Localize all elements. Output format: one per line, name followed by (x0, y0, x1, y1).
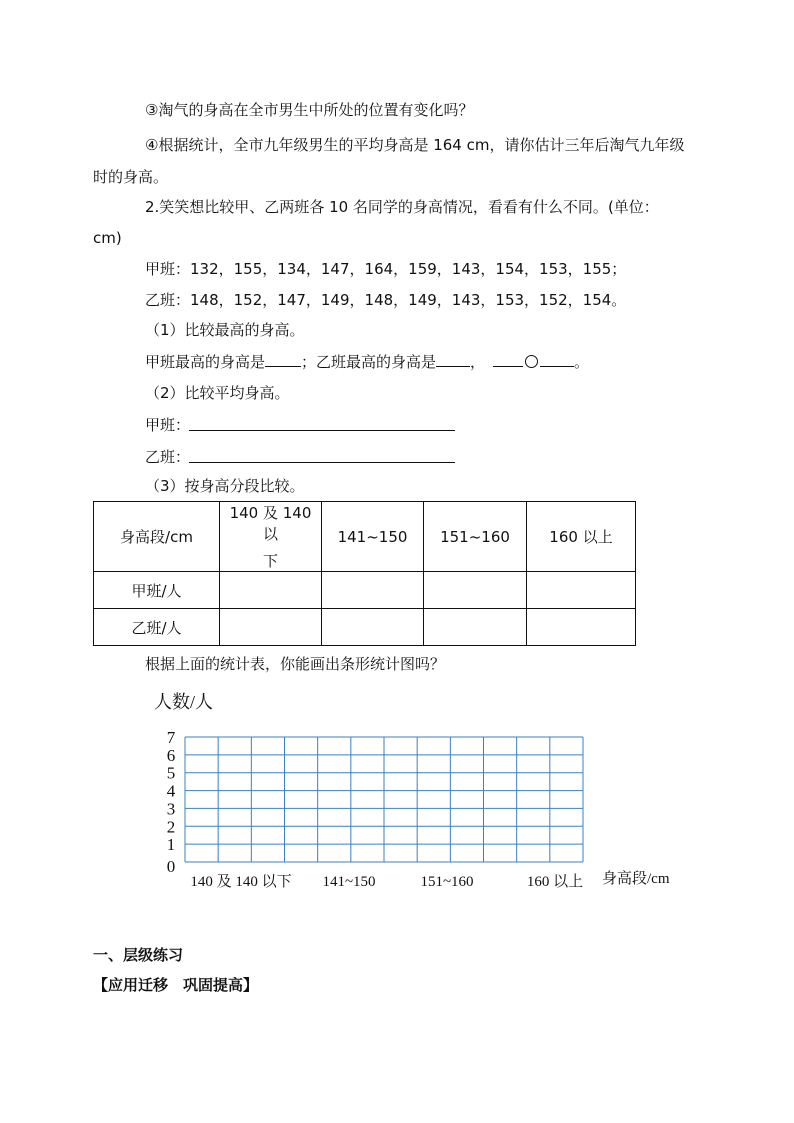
table-cell[interactable] (527, 609, 636, 646)
sub1-sep: ， (470, 353, 486, 371)
section-subtitle: 【应用迁移 巩固提高】 (93, 976, 259, 994)
table-row (94, 572, 636, 609)
height-segment-table (93, 501, 636, 646)
table-cell[interactable] (527, 572, 636, 609)
y-tick-label: 4 (166, 781, 176, 801)
sub-question-1-fill (145, 352, 589, 372)
sub1-prefix: 甲班最高的身高是 (145, 353, 266, 371)
table-col-141-150: 141~150 (322, 502, 424, 572)
sub-question-1-title: （1）比较最高的身高。 (145, 321, 305, 339)
question-3: ③淘气的身高在全市男生中所处的位置有变化吗？ (145, 101, 474, 119)
section-title: 一、层级练习 (93, 946, 184, 964)
problem-2-line-1: 2.笑笑想比较甲、乙两班各 10 名同学的身高情况，看看有什么不同。(单位： (145, 198, 659, 216)
y-tick-label: 1 (166, 835, 176, 855)
table-col-160-above: 160 以上 (527, 502, 636, 572)
table-cell[interactable] (220, 609, 322, 646)
table-cell[interactable] (322, 609, 424, 646)
comparison-circle[interactable] (525, 355, 538, 368)
compare-right-blank[interactable] (540, 352, 574, 367)
x-tick-label: 140 及 140 以下 (190, 874, 292, 890)
class-b-heights: 乙班：148，152，147，149，148，149，143，153，152，154。 (145, 291, 627, 309)
row-class-a-label: 甲班/人 (94, 572, 220, 609)
table-col-151-160: 151~160 (424, 502, 527, 572)
sub1-end: 。 (574, 353, 590, 371)
class-b-max-blank[interactable] (436, 352, 470, 367)
class-a-average-label: 甲班： (145, 416, 191, 434)
table-row (94, 609, 636, 646)
compare-left-blank[interactable] (493, 352, 523, 367)
table-cell[interactable] (424, 572, 527, 609)
sub-question-3-title: （3）按身高分段比较。 (145, 477, 305, 495)
x-axis-label: 身高段/cm (602, 871, 670, 887)
table-cell[interactable] (322, 572, 424, 609)
y-tick-label: 2 (166, 817, 176, 837)
table-header-label: 身高段/cm (94, 502, 220, 572)
y-tick-label: 3 (166, 799, 176, 819)
col1-line2: 下 (262, 552, 278, 570)
class-b-average-answer-line[interactable] (189, 462, 455, 463)
table-cell[interactable] (424, 609, 527, 646)
y-tick-label: 7 (166, 728, 176, 747)
y-tick-label: 5 (166, 763, 176, 783)
chart-question: 根据上面的统计表，你能画出条形统计图吗？ (145, 655, 446, 673)
table-cell[interactable] (220, 572, 322, 609)
class-b-average-label: 乙班： (145, 448, 191, 466)
y-axis-label: 人数/人 (154, 692, 214, 712)
sub-question-2-title: （2）比较平均身高。 (145, 384, 290, 402)
x-tick-label: 151~160 (420, 874, 474, 890)
x-tick-label: 141~150 (322, 874, 376, 890)
bar-chart-grid[interactable] (140, 685, 700, 900)
question-4-line-1: ④根据统计，全市九年级男生的平均身高是 164 cm，请你估计三年后淘气九年级 (145, 136, 685, 154)
question-4-line-2: 时的身高。 (93, 168, 169, 186)
y-tick-label: 0 (166, 857, 176, 876)
class-a-average-answer-line[interactable] (189, 430, 455, 431)
row-class-b-label: 乙班/人 (94, 609, 220, 646)
table-col-140-below (220, 502, 322, 572)
class-a-max-blank[interactable] (265, 352, 301, 367)
y-tick-label: 6 (166, 745, 176, 765)
x-tick-label: 160 以上 (526, 874, 584, 890)
problem-2-line-2: cm) (93, 229, 122, 247)
class-a-heights: 甲班：132，155，134，147，164，159，143，154，153，155； (145, 260, 627, 278)
sub1-middle: ；乙班最高的身高是 (301, 353, 437, 371)
col1-line1: 140 及 140 以 (229, 504, 312, 543)
